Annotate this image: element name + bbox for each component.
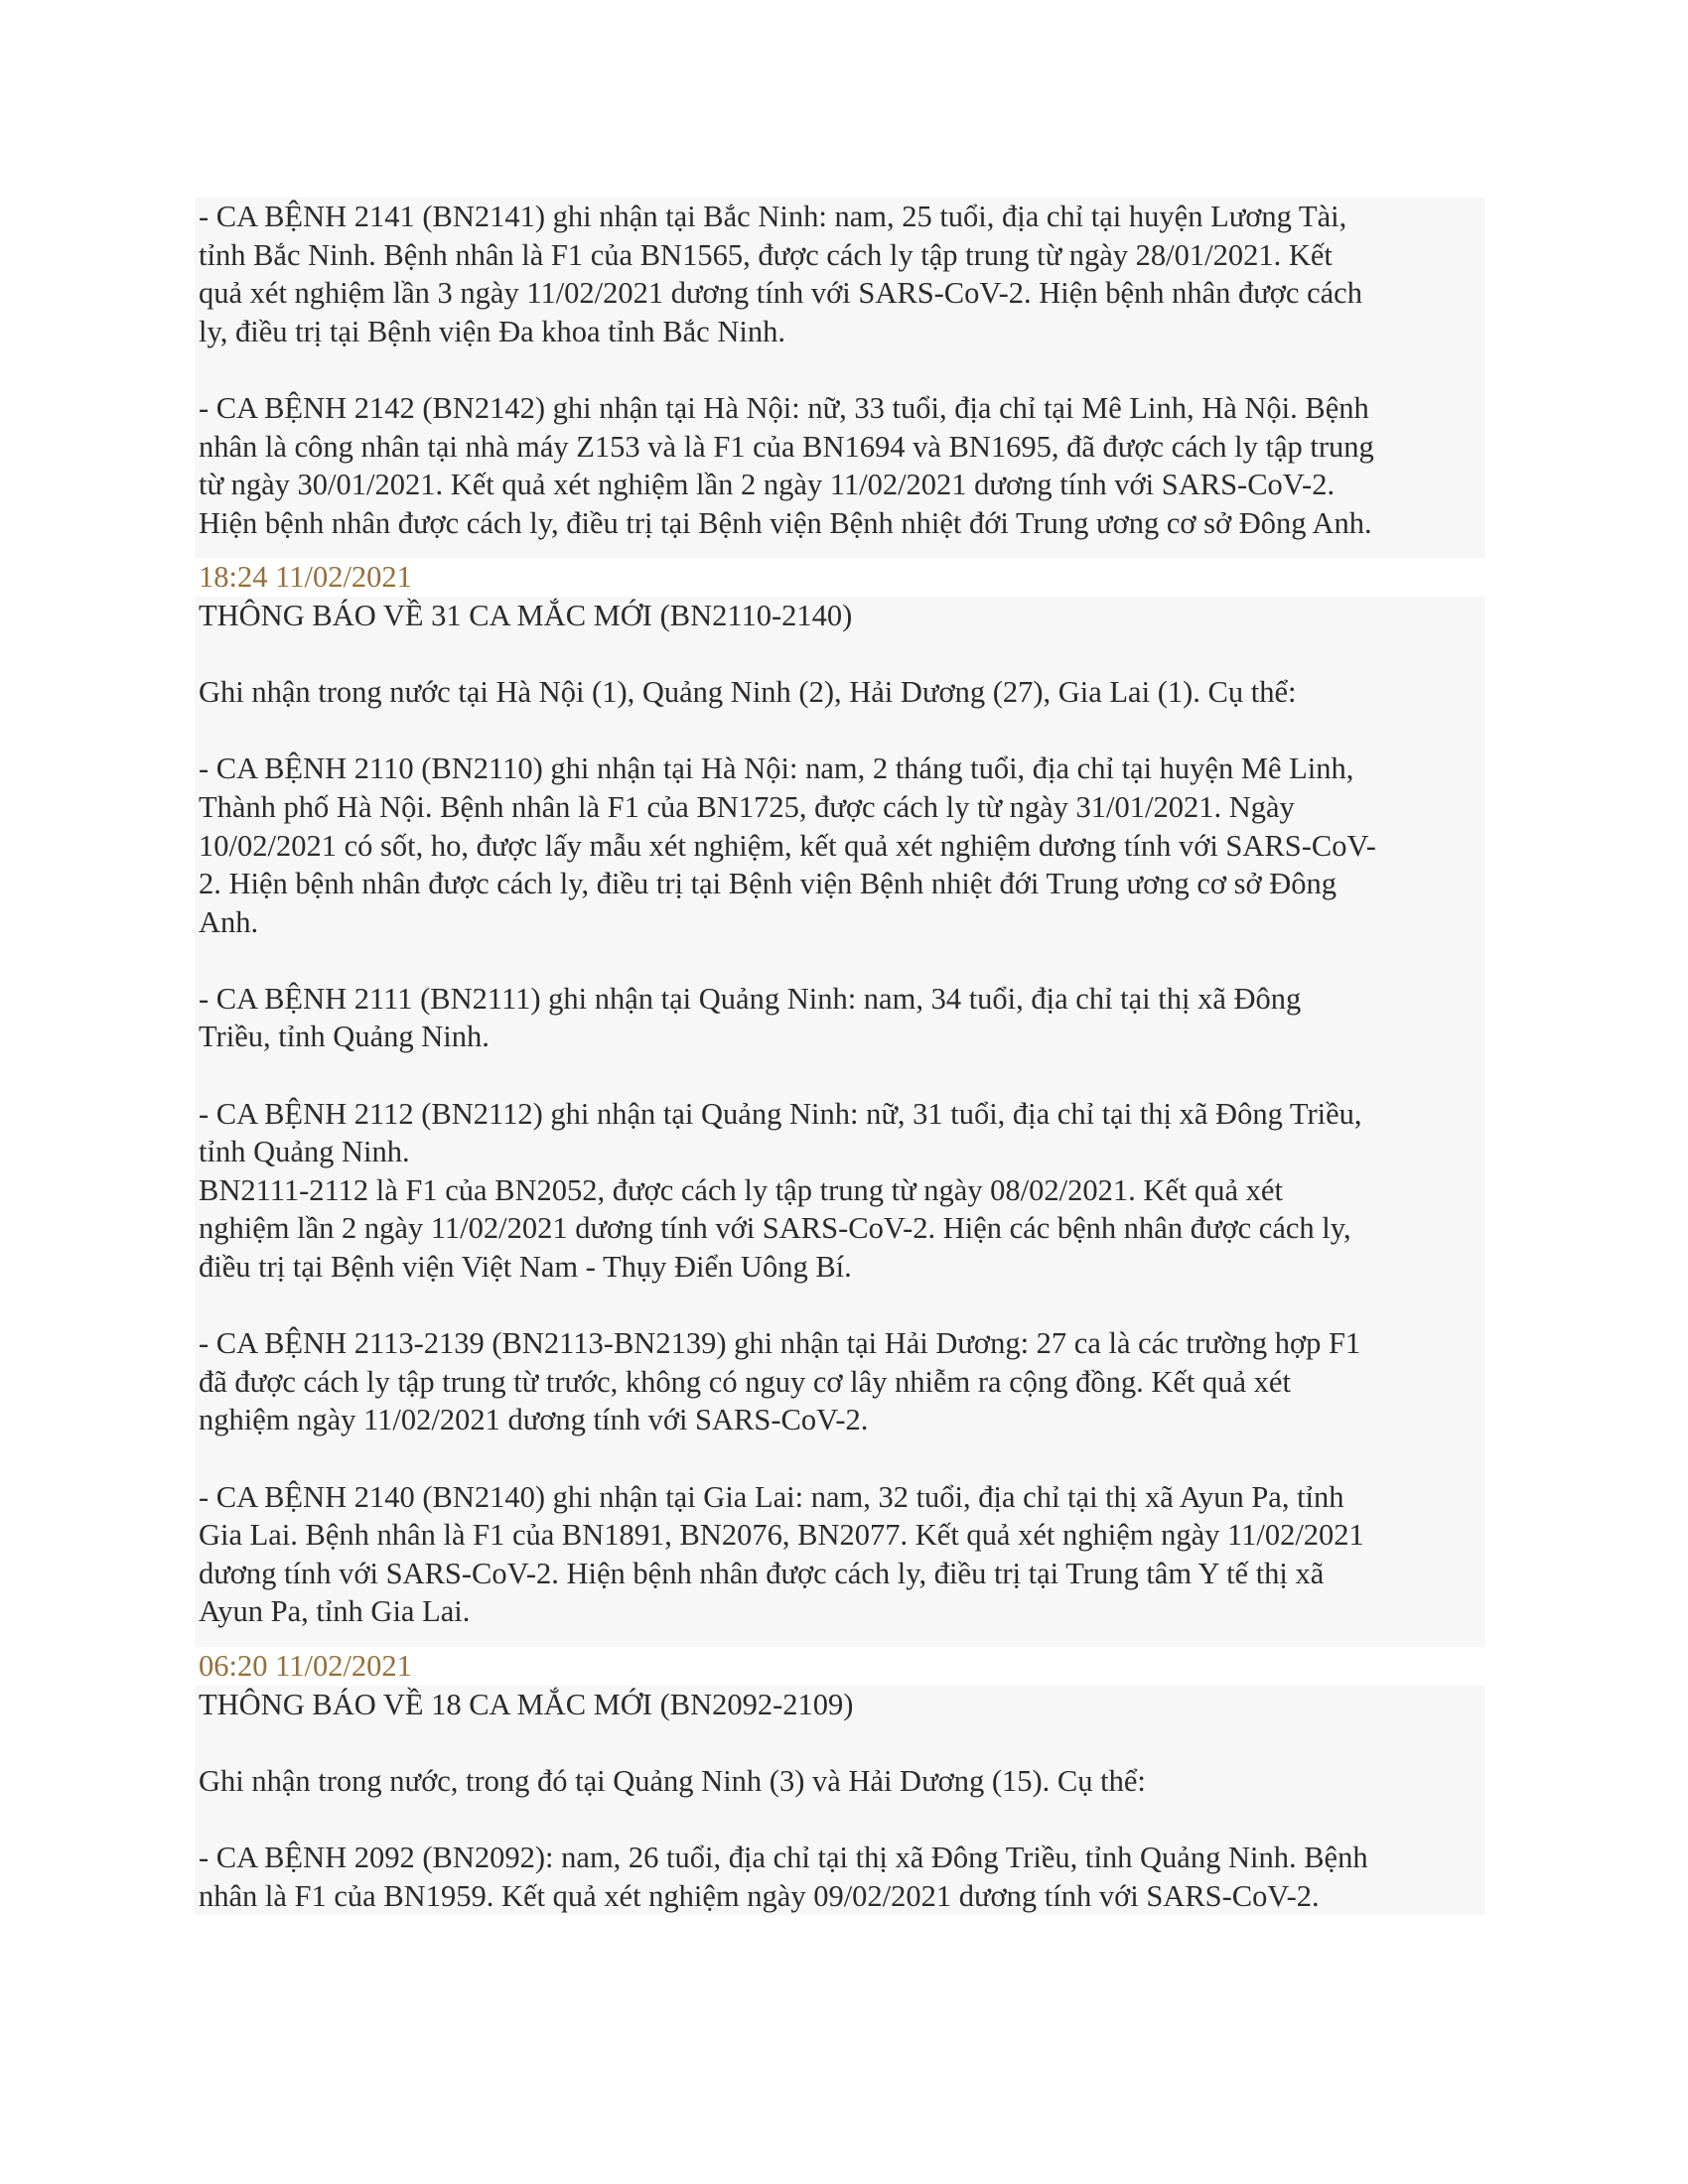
- announcement-intro: Ghi nhận trong nước tại Hà Nội (1), Quảng Ninh (2), Hải Dương (27), Gia Lai (1). Cụ thể:: [199, 675, 1297, 710]
- text-line: quả xét nghiệm lần 3 ngày 11/02/2021 dương tính với SARS-CoV-2. Hiện bệnh nhân được cách: [199, 276, 1362, 311]
- text-line: ly, điều trị tại Bệnh viện Đa khoa tỉnh Bắc Ninh.: [199, 314, 785, 348]
- text-line: nghiệm lần 2 ngày 11/02/2021 dương tính với SARS-CoV-2. Hiện các bệnh nhân được cách ly,: [199, 1211, 1351, 1246]
- announcement-heading: THÔNG BÁO VỀ 18 CA MẮC MỚI (BN2092-2109): [195, 1686, 1485, 1724]
- document-page: [195, 198, 1485, 1915]
- text-line: - CA BỆNH 2092 (BN2092): nam, 26 tuổi, địa chỉ tại thị xã Đông Triều, tỉnh Quảng Ninh. Bệnh: [199, 1840, 1368, 1874]
- text-line: Triều, tỉnh Quảng Ninh.: [199, 1020, 490, 1054]
- case-paragraph-2110: [199, 750, 1481, 941]
- text-line: tỉnh Quảng Ninh.: [199, 1135, 410, 1169]
- case-paragraph-2142: [199, 389, 1481, 558]
- text-line: - CA BỆNH 2141 (BN2141) ghi nhận tại Bắc Ninh: nam, 25 tuổi, địa chỉ tại huyện Lương Tài,: [199, 200, 1347, 233]
- text-line: 2. Hiện bệnh nhân được cách ly, điều trị tại Bệnh viện Bệnh nhiệt đới Trung ương cơ sở Đông: [199, 867, 1337, 901]
- text-line: - CA BỆNH 2140 (BN2140) ghi nhận tại Gia Lai: nam, 32 tuổi, địa chỉ tại thị xã Ayun Pa, tỉnh: [199, 1479, 1344, 1514]
- case-paragraph-2092: [199, 1839, 1481, 1915]
- announcement-heading: THÔNG BÁO VỀ 31 CA MẮC MỚI (BN2110-2140): [195, 597, 1485, 635]
- text-line: nhân là công nhân tại nhà máy Z153 và là F1 của BN1694 và BN1695, đã được cách ly tập trung: [199, 429, 1374, 464]
- text-line: dương tính với SARS-CoV-2. Hiện bệnh nhân được cách ly, điều trị tại Trung tâm Y tế thị xã: [199, 1556, 1325, 1590]
- text-line: điều trị tại Bệnh viện Việt Nam - Thụy Điển Uông Bí.: [199, 1250, 852, 1285]
- text-line: - CA BỆNH 2112 (BN2112) ghi nhận tại Quảng Ninh: nữ, 31 tuổi, địa chỉ tại thị xã Đông Triều,: [199, 1096, 1362, 1131]
- case-paragraph-2113-2139: [199, 1324, 1481, 1439]
- announcement-body-18-cases: [195, 1723, 1485, 1915]
- announcement-timestamp: 18:24 11/02/2021: [195, 558, 1485, 597]
- text-line: - CA BỆNH 2110 (BN2110) ghi nhận tại Hà Nội: nam, 2 tháng tuổi, địa chỉ tại huyện Mê Linh,: [199, 751, 1354, 786]
- announcement-timestamp: 06:20 11/02/2021: [195, 1647, 1485, 1686]
- text-line: Ayun Pa, tỉnh Gia Lai.: [199, 1594, 471, 1629]
- text-line: - CA BỆNH 2111 (BN2111) ghi nhận tại Quảng Ninh: nam, 34 tuổi, địa chỉ tại thị xã Đông: [199, 981, 1302, 1016]
- case-block-2141-2142: [195, 198, 1485, 558]
- text-line: nghiệm ngày 11/02/2021 dương tính với SARS-CoV-2.: [199, 1403, 869, 1437]
- text-line: nhân là F1 của BN1959. Kết quả xét nghiệm ngày 09/02/2021 dương tính với SARS-CoV-2.: [199, 1878, 1320, 1913]
- text-line: đã được cách ly tập trung từ trước, không có nguy cơ lây nhiễm ra cộng đồng. Kết quả xét: [199, 1364, 1291, 1399]
- text-line: tỉnh Bắc Ninh. Bệnh nhân là F1 của BN1565, được cách ly tập trung từ ngày 28/01/2021. Kết: [199, 237, 1333, 272]
- case-paragraph-2140: [199, 1478, 1481, 1647]
- text-line: Thành phố Hà Nội. Bệnh nhân là F1 của BN1725, được cách ly từ ngày 31/01/2021. Ngày: [199, 789, 1295, 824]
- text-line: - CA BỆNH 2113-2139 (BN2113-BN2139) ghi nhận tại Hải Dương: 27 ca là các trường hợp F1: [199, 1326, 1361, 1361]
- text-line: 10/02/2021 có sốt, ho, được lấy mẫu xét nghiệm, kết quả xét nghiệm dương tính với SARS-CoV-: [199, 828, 1376, 863]
- text-line: Anh.: [199, 904, 259, 939]
- text-line: Gia Lai. Bệnh nhân là F1 của BN1891, BN2076, BN2077. Kết quả xét nghiệm ngày 11/02/2021: [199, 1518, 1364, 1553]
- announcement-body-31-cases: [195, 635, 1485, 1647]
- case-paragraph-2111: [199, 980, 1481, 1056]
- case-paragraph-2112: [199, 1095, 1481, 1287]
- announcement-intro: Ghi nhận trong nước, trong đó tại Quảng Ninh (3) và Hải Dương (15). Cụ thể:: [199, 1763, 1146, 1798]
- text-line: từ ngày 30/01/2021. Kết quả xét nghiệm lần 2 ngày 11/02/2021 dương tính với SARS-CoV-2.: [199, 468, 1336, 502]
- text-line: BN2111-2112 là F1 của BN2052, được cách ly tập trung từ ngày 08/02/2021. Kết quả xét: [199, 1172, 1283, 1207]
- text-line: - CA BỆNH 2142 (BN2142) ghi nhận tại Hà Nội: nữ, 33 tuổi, địa chỉ tại Mê Linh, Hà Nội. Bệnh: [199, 390, 1369, 425]
- text-line: Hiện bệnh nhân được cách ly, điều trị tại Bệnh viện Bệnh nhiệt đới Trung ương cơ sở Đông Anh.: [199, 505, 1372, 540]
- case-paragraph-2141: [199, 198, 1481, 350]
